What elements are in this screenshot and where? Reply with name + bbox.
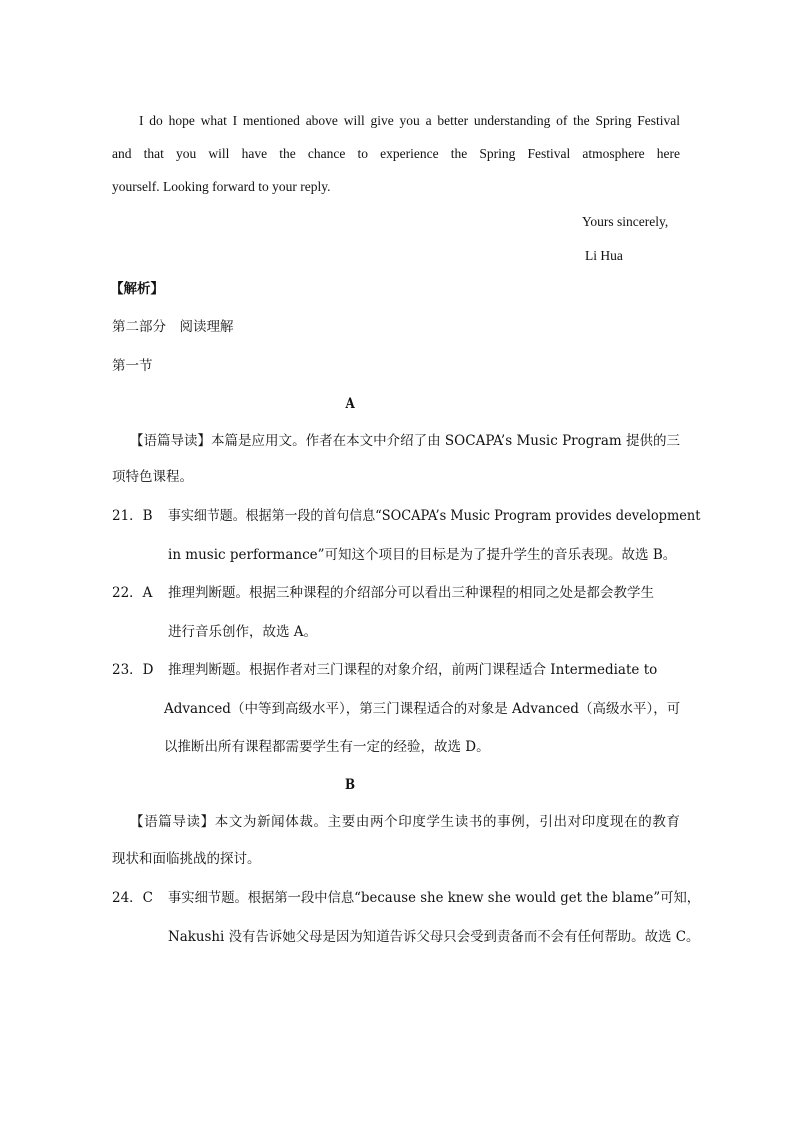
analysis-heading: 【解析】 (110, 281, 164, 297)
answer-number: 21．B (112, 508, 153, 524)
answer-text-line-1: 事实细节题。根据第一段中信息“because she knew she would get the blame”可知， (168, 890, 701, 906)
letter-line-2: and that you will have the chance to experience the Spring Festival atmosphere here (112, 146, 680, 161)
part-heading: 第二部分 阅读理解 (112, 319, 234, 335)
answer-text-line-2: in music performance”可知这个项目的目标是为了提升学生的音乐表现。故选 B。 (168, 547, 677, 563)
letter-line-3: yourself. Looking forward to your reply. (112, 179, 331, 194)
answer-text-line-1: 推理判断题。根据作者对三门课程的对象介绍，前两门课程适合 Intermediate to (168, 662, 658, 678)
letter-signature: Li Hua (585, 248, 623, 263)
letter-line-1: I do hope what I mentioned above will give you a better understanding of the Spring Festival (139, 113, 680, 128)
letter-closing: Yours sincerely, (582, 214, 669, 229)
answer-number: 24．C (112, 890, 154, 906)
answer-text-line-3: 以推断出所有课程都需要学生有一定的经验，故选 D。 (164, 739, 490, 755)
answer-number: 23．D (112, 662, 154, 678)
passage-a-letter: A (345, 396, 355, 412)
passage-b-intro-line-1: 【语篇导读】本文为新闻体裁。主要由两个印度学生读书的事例，引出对印度现在的教育 (130, 814, 680, 830)
answer-text-line-2: Advanced（中等到高级水平），第三门课程适合的对象是 Advanced（高级水平），可 (164, 701, 681, 717)
passage-a-intro-line-2: 项特色课程。 (112, 469, 193, 485)
answer-text-line-2: 进行音乐创作，故选 A。 (168, 624, 318, 640)
section-heading: 第一节 (112, 358, 153, 374)
passage-b-intro-line-2: 现状和面临挑战的探讨。 (112, 851, 261, 867)
answer-text-line-2: Nakushi 没有告诉她父母是因为知道告诉父母只会受到责备而不会有任何帮助。故选 C。 (168, 929, 700, 945)
passage-a-intro-line-1: 【语篇导读】本篇是应用文。作者在本文中介绍了由 SOCAPA’s Music Program 提供的三 (130, 433, 680, 449)
answer-number: 22．A (112, 585, 153, 601)
answer-text-line-1: 事实细节题。根据第一段的首句信息“SOCAPA’s Music Program provides development (168, 508, 701, 524)
answer-text-line-1: 推理判断题。根据三种课程的介绍部分可以看出三种课程的相同之处是都会教学生 (168, 585, 654, 601)
passage-b-letter: B (345, 777, 356, 793)
